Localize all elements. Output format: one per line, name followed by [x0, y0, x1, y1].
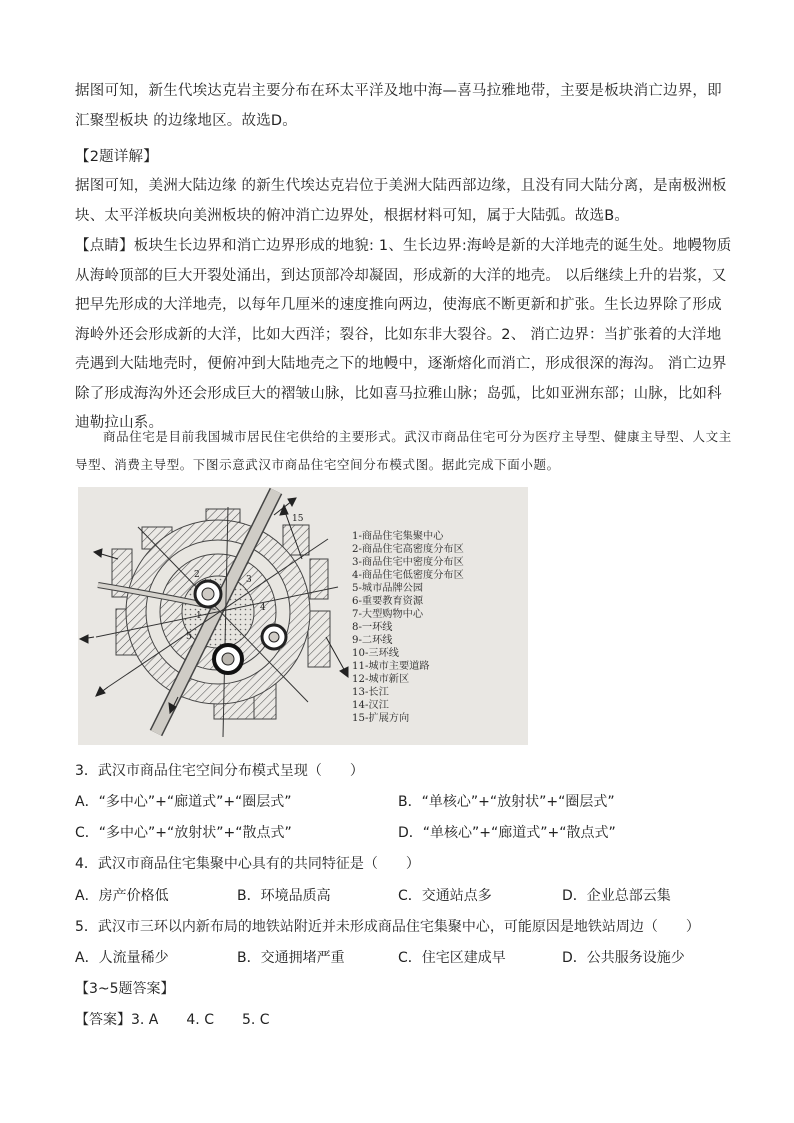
question-4-option-c: C．交通站点多 [398, 888, 492, 904]
label-15: 15 [292, 514, 304, 524]
legend-item: 11-城市主要道路 [352, 661, 430, 672]
question-4-option-a: A．房产价格低 [75, 888, 169, 904]
question-5-option-a: A．人流量稀少 [75, 950, 169, 966]
wuhan-housing-diagram [78, 487, 528, 745]
question-5-option-c: C．住宅区建成早 [398, 950, 506, 966]
question-3-option-c: C．“多中心”+“放射状”+“散点式” [75, 825, 292, 841]
question-3-option-b: B．“单核心”+“放射状”+“圈层式” [398, 794, 615, 810]
question-5-option-b: B．交通拥堵严重 [237, 950, 345, 966]
legend-item: 3-商品住宅中密度分布区 [352, 557, 464, 568]
question-3-stem: 3．武汉市商品住宅空间分布模式呈现（ ） [75, 763, 364, 779]
paragraph-q2-explanation: 据图可知，美洲大陆边缘 的新生代埃达克岩位于美洲大陆西部边缘，且没有同大陆分离，是南极洲板块、太平洋板块向美洲板块的俯冲消亡边界处，根据材料可知，属于大陆弧。故选B。 [75, 178, 727, 224]
legend-item: 2-商品住宅高密度分布区 [352, 544, 464, 555]
question-5-stem: 5．武汉市三环以内新布局的地铁站附近并未形成商品住宅集聚中心，可能原因是地铁站周边（ ） [75, 919, 700, 935]
wuhan-housing-figure [78, 487, 528, 745]
question-3-option-d: D．“单核心”+“廊道式”+“散点式” [398, 825, 616, 841]
paragraph-key-points: 【点睛】板块生长边界和消亡边界形成的地貌: 1、生长边界:海岭是新的大洋地壳的诞生处。地幔物质从海岭顶部的巨大开裂处涌出，到达顶部冷却凝固，形成新的大洋的地壳。 以后继续上升的岩浆，又把早先形成的大洋地壳，以每年几厘米的速度推向两边，使海底不断更新和扩张。生长边界除了形成海岭外还会形成新的大洋，比如大西洋；裂谷，比如东非大裂谷。2、 消亡边界：当扩张着的大洋地壳遇到大陆地壳时，便俯冲到大陆地壳之下的地幔中，逐渐熔化而消亡，形成很深的海沟。 消亡边界除了形成海沟外还会形成巨大的褶皱山脉，比如喜马拉雅山脉；岛弧，比如亚洲东部；山脉，比如科迪勒拉山系。 [75, 238, 732, 431]
legend-item: 5-城市品牌公园 [352, 583, 424, 594]
heading-q2-detail: 【2题详解】 [75, 149, 158, 165]
label-2: 2 [194, 570, 200, 580]
figure-legend [352, 529, 464, 724]
label-3: 3 [246, 575, 252, 585]
legend-item: 4-商品住宅低密度分布区 [352, 570, 464, 581]
label-5: 5 [186, 632, 192, 642]
legend-item: 13-长江 [352, 687, 389, 698]
legend-item: 10-三环线 [352, 648, 399, 659]
legend-item: 6-重要教育资源 [352, 596, 424, 607]
question-4-option-d: D．企业总部云集 [562, 888, 671, 904]
answers-line: 【答案】3. A 4. C 5. C [75, 1012, 270, 1028]
legend-item: 12-城市新区 [352, 674, 410, 685]
label-4: 4 [260, 603, 266, 613]
legend-item: 1-商品住宅集聚中心 [352, 531, 444, 542]
legend-item: 7-大型购物中心 [352, 609, 424, 620]
question-4-option-b: B．环境品质高 [237, 888, 331, 904]
answers-heading: 【3~5题答案】 [75, 981, 175, 997]
legend-item: 9-二环线 [352, 635, 393, 646]
question-5-option-d: D．公共服务设施少 [562, 950, 685, 966]
question-3-option-a: A．“多中心”+“廊道式”+“圈层式” [75, 794, 292, 810]
legend-item: 8-一环线 [352, 622, 393, 633]
question-4-stem: 4．武汉市商品住宅集聚中心具有的共同特征是（ ） [75, 856, 420, 872]
legend-item: 15-扩展方向 [352, 713, 410, 724]
legend-item: 14-汉江 [352, 700, 389, 711]
label-1: 1 [196, 611, 202, 621]
paragraph-q1-explanation: 据图可知，新生代埃达克岩主要分布在环太平洋及地中海—喜马拉雅地带，主要是板块消亡边界，即汇聚型板块 的边缘地区。故选D。 [75, 83, 722, 129]
paragraph-intro: 商品住宅是目前我国城市居民住宅供给的主要形式。武汉市商品住宅可分为医疗主导型、健康主导型、人文主导型、消费主导型。下图示意武汉市商品住宅空间分布模式图。据此完成下面小题。 [75, 429, 732, 472]
